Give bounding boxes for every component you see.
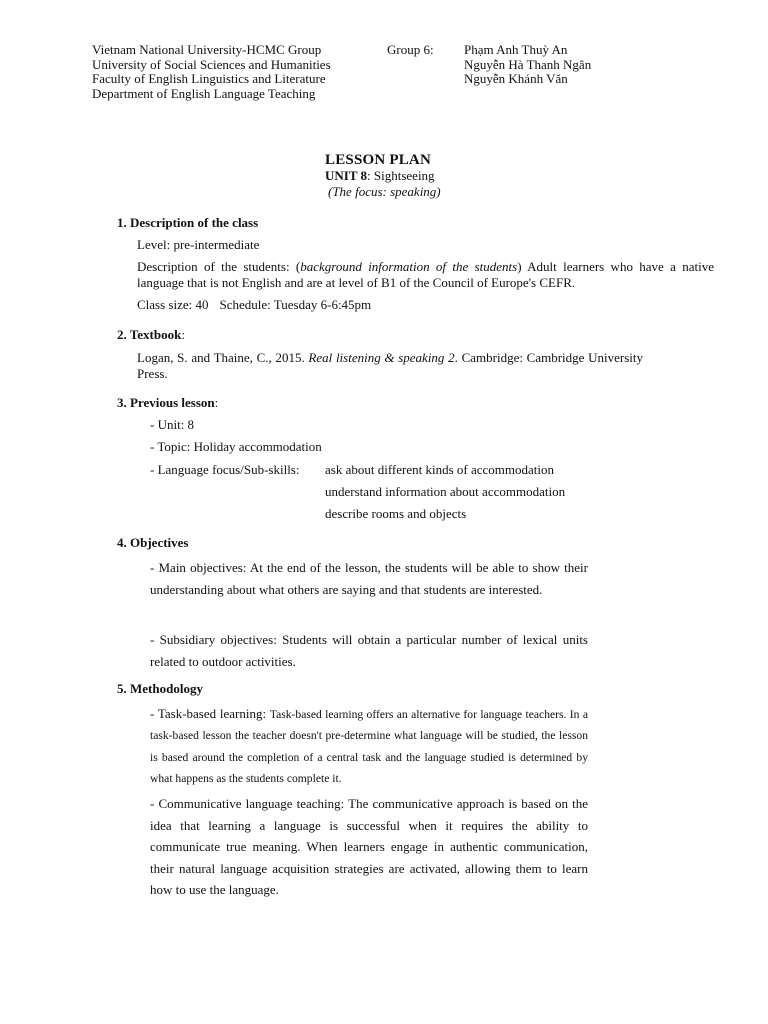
section-heading: 1. Description of the class: [117, 215, 259, 230]
students-italic: background information of the students: [300, 259, 518, 274]
focus-line: (The focus: speaking): [328, 184, 441, 199]
textbook-reference: Logan, S. and Thaine, C., 2015. Real listening & speaking 2. Cambridge: Cambridge University Press.: [137, 350, 643, 381]
member-name: Nguyễn Khánh Văn: [464, 71, 568, 87]
schedule-text: Schedule: Tuesday 6-6:45pm: [219, 297, 372, 312]
unit-label: UNIT 8: [325, 168, 368, 183]
members-block: [464, 43, 591, 87]
subskill-item: describe rooms and objects: [325, 506, 467, 521]
header-line: Vietnam National University-HCMC Group: [92, 42, 322, 57]
member-name: Phạm Anh Thuỳ An: [464, 42, 568, 57]
member-name: Nguyễn Hà Thanh Ngân: [464, 56, 592, 72]
page-title: LESSON PLAN: [325, 152, 431, 168]
institution-block: [92, 43, 331, 101]
subskill-item: ask about different kinds of accommodation: [325, 462, 555, 477]
header-line: Faculty of English Linguistics and Literature: [92, 71, 326, 87]
list-item: - Unit: 8: [150, 417, 195, 432]
level-text: Level: pre-intermediate: [137, 237, 260, 252]
section-heading: 4. Objectives: [117, 535, 189, 550]
subskill-item: understand information about accommodation: [325, 484, 566, 499]
unit-name: : Sightseeing: [367, 168, 435, 183]
header-line: University of Social Sciences and Humanities: [92, 56, 331, 72]
subsidiary-objectives: - Subsidiary objectives: Students will obtain a particular number of lexical units related to outdoor activities.: [150, 632, 588, 669]
students-description: Description of the students: (background information of the students) Adult learners who have a native language that is not English and are at level of B1 of the Council of Europe's CEFR.: [137, 259, 715, 290]
list-item: - Language focus/Sub-skills:: [150, 462, 300, 477]
communicative-teaching: - Communicative language teaching: The communicative approach is based on the idea that learning a language is successful when it requires the ability to communicate true meaning. When learners engage in authentic communication, their natural language acquisition strategies are activated, allowing them to learn how to use the language.: [150, 796, 588, 897]
section-heading: 2. Textbook:: [117, 327, 185, 342]
section-heading: 5. Methodology: [117, 681, 203, 696]
section-heading: 3. Previous lesson:: [117, 395, 219, 410]
unit-line: [325, 168, 455, 184]
header-line: Department of English Language Teaching: [92, 85, 316, 101]
class-size-text: Class size: 40 Schedule: Tuesday 6-6:45pm: [137, 297, 372, 312]
group-label: Group 6:: [387, 42, 434, 57]
task-based-learning: - Task-based learning: Task-based learning offers an alternative for language teachers. In a task-based lesson the teacher doesn't pre-determine what language will be studied, the lesson is based around the completion of a central task and the language studied is determined by what happens as the students complete it.: [150, 706, 588, 785]
list-item: - Topic: Holiday accommodation: [150, 439, 322, 454]
title-block: [325, 152, 455, 200]
book-title: Real listening & speaking 2: [308, 350, 455, 365]
main-objectives: - Main objectives: At the end of the lesson, the students will be able to show their understanding about what others are saying and that students are interested.: [150, 560, 588, 597]
